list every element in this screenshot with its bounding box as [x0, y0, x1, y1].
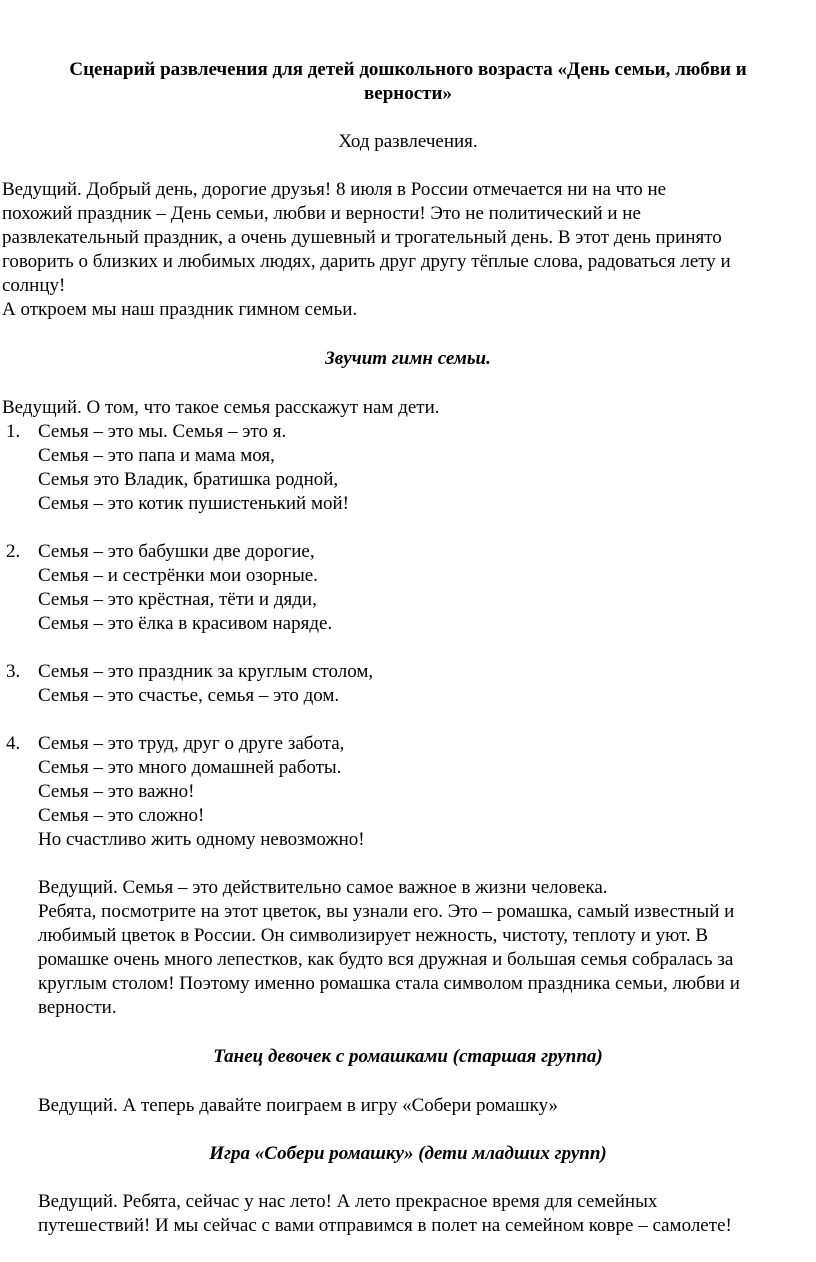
poem-line: Семья – это праздник за круглым столом,: [38, 661, 374, 682]
poem-line: Семья – это ёлка в красивом наряде.: [38, 613, 333, 634]
poem-number: 2.: [6, 541, 21, 562]
poem-line: Но счастливо жить одному невозможно!: [38, 829, 365, 850]
poem-lines: [38, 540, 332, 636]
chamomile-line: Ведущий. Семья – это действительно самое важное в жизни человека.: [38, 877, 608, 898]
intro-line: похожий праздник – День семьи, любви и верности! Это не политический и не: [2, 203, 641, 224]
children-intro: [2, 396, 810, 420]
poem-line: Семья – это счастье, семья – это дом.: [38, 685, 340, 706]
poem-line: Семья – это много домашней работы.: [38, 757, 342, 778]
poem-number: 3.: [6, 661, 21, 682]
intro-line: А откроем мы наш праздник гимном семьи.: [2, 299, 358, 320]
game-intro-paragraph: [38, 1094, 810, 1118]
intro-line: солнцу!: [2, 275, 66, 296]
intro-paragraph: [2, 178, 810, 322]
chamomile-line: верности.: [38, 997, 117, 1018]
intro-line: Ведущий. Добрый день, дорогие друзья! 8 июля в России отмечается ни на что не: [2, 179, 667, 200]
travel-paragraph: [38, 1190, 810, 1238]
poem-line: Семья – это сложно!: [38, 805, 205, 826]
anthem-heading: Звучит гимн семьи.: [325, 348, 491, 369]
chamomile-paragraph: [38, 876, 810, 1020]
game-heading: Игра «Собери ромашку» (дети младших групп): [209, 1143, 607, 1164]
poem-lines: [38, 732, 365, 852]
chamomile-line: Ребята, посмотрите на этот цветок, вы узнали его. Это – ромашка, самый известный и: [38, 901, 735, 922]
intro-line: говорить о близких и любимых людях, дарить друг другу тёплые слова, радоваться лету и: [2, 251, 731, 272]
poem-lines: [38, 660, 373, 708]
chamomile-line: любимый цветок в России. Он символизирует нежность, чистоту, теплоту и уют. В: [38, 925, 709, 946]
poem-number: 4.: [6, 733, 21, 754]
travel-line: путешествий! И мы сейчас с вами отправимся в полет на семейном ковре – самолете!: [38, 1215, 732, 1236]
dance-heading: Танец девочек с ромашками (старшая группа): [213, 1046, 603, 1067]
poem-line: Семья – это важно!: [38, 781, 195, 802]
intro-line: развлекательный праздник, а очень душевный и трогательный день. В этот день принято: [2, 227, 722, 248]
poem-line: Семья – это бабушки две дорогие,: [38, 541, 315, 562]
poem-line: Семья – это крёстная, тёти и дяди,: [38, 589, 317, 610]
poem-lines: [38, 420, 349, 516]
poem-line: Семья – это мы. Семья – это я.: [38, 421, 287, 442]
travel-line: Ведущий. Ребята, сейчас у нас лето! А лето прекрасное время для семейных: [38, 1191, 658, 1212]
section-subtitle: Ход развлечения.: [338, 131, 478, 152]
poem-line: Семья – это труд, друг о друге забота,: [38, 733, 345, 754]
poem-line: Семья – это котик пушистенький мой!: [38, 493, 349, 514]
document-title: [0, 58, 816, 106]
chamomile-line: круглым столом! Поэтому именно ромашка стала символом праздника семьи, любви и: [38, 973, 740, 994]
poem-line: Семья – и сестрёнки мои озорные.: [38, 565, 318, 586]
poem-line: Семья это Владик, братишка родной,: [38, 469, 339, 490]
title-line-2: верности»: [364, 83, 452, 104]
chamomile-line: ромашке очень много лепестков, как будто вся дружная и большая семья собралась за: [38, 949, 734, 970]
poem-line: Семья – это папа и мама моя,: [38, 445, 275, 466]
children-intro-line: Ведущий. О том, что такое семья расскажут нам дети.: [2, 397, 440, 418]
game-intro-line: Ведущий. А теперь давайте поиграем в игру «Собери ромашку»: [38, 1095, 559, 1116]
poem-number: 1.: [6, 421, 21, 442]
title-line-1: Сценарий развлечения для детей дошкольного возраста «День семьи, любви и: [69, 59, 747, 80]
